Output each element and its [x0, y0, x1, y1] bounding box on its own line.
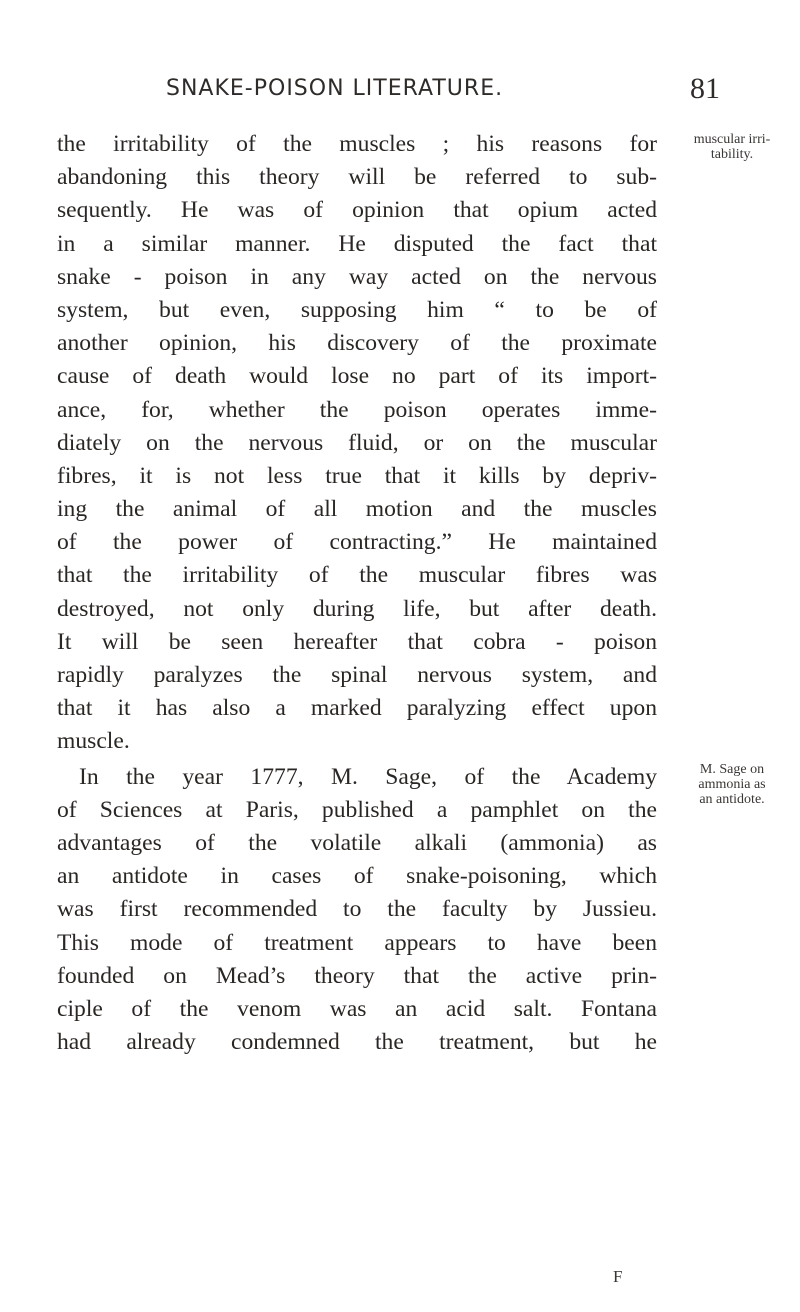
body-text	[57, 128, 657, 1059]
text-line: sequently. He was of opinion that opium acted	[57, 197, 657, 224]
text-line: of Sciences at Paris, published a pamphlet on the	[57, 796, 657, 823]
margin-note-line: tability.	[710, 147, 754, 162]
running-head	[110, 72, 720, 108]
text-line: an antidote in cases of snake-poisoning, which	[57, 863, 657, 890]
text-line: abandoning this theory will be referred to sub-	[57, 164, 657, 191]
text-line: was first recommended to the faculty by Jussieu.	[57, 896, 657, 923]
text-line: founded on Mead’s theory that the active prin-	[57, 962, 657, 989]
text-line: ing the animal of all motion and the muscles	[57, 496, 657, 523]
text-line: This mode of treatment appears to have been	[57, 929, 657, 956]
margin-note-line: ammonia as	[698, 777, 766, 792]
text-line: of the power of contracting.” He maintained	[57, 529, 657, 556]
text-line: snake - poison in any way acted on the nervous	[57, 263, 657, 290]
text-line: ance, for, whether the poison operates imme-	[57, 396, 657, 423]
running-title: SNAKE-POISON LITERATURE.	[166, 76, 504, 101]
paragraph-2	[57, 761, 657, 1060]
text-line: It will be seen hereafter that cobra - poison	[57, 628, 657, 655]
text-line: that it has also a marked paralyzing effect upon	[57, 695, 657, 722]
text-line: cause of death would lose no part of its import-	[57, 363, 657, 390]
text-line: In the year 1777, M. Sage, of the Academy	[79, 763, 657, 790]
text-line: rapidly paralyzes the spinal nervous system, and	[57, 662, 657, 688]
text-line: in a similar manner. He disputed the fact that	[57, 230, 657, 257]
text-line: muscle.	[57, 728, 130, 755]
text-line: that the irritability of the muscular fibres was	[57, 562, 657, 589]
margin-note-sage-ammonia	[664, 762, 800, 807]
text-line: fibres, it is not less true that it kills by depriv-	[57, 462, 657, 489]
signature-mark: F	[613, 1267, 623, 1286]
paragraph-1	[57, 128, 657, 759]
page-number: 81	[690, 72, 720, 105]
margin-note-line: muscular irri-	[693, 132, 771, 147]
text-line: system, but even, supposing him “ to be of	[57, 296, 657, 323]
margin-note-line: an antidote.	[699, 792, 765, 807]
text-line: diately on the nervous fluid, or on the muscular	[57, 429, 657, 456]
text-line: advantages of the volatile alkali (ammonia) as	[57, 829, 657, 856]
text-line: ciple of the venom was an acid salt. Fontana	[57, 995, 657, 1022]
text-line: another opinion, his discovery of the proximate	[57, 330, 657, 357]
text-line: had already condemned the treatment, but he	[57, 1029, 657, 1056]
text-line: destroyed, not only during life, but after death.	[57, 595, 657, 622]
margin-note-muscular-irritability	[664, 132, 800, 162]
text-line: the irritability of the muscles ; his reasons for	[57, 131, 657, 157]
margin-note-line: M. Sage on	[699, 762, 765, 777]
